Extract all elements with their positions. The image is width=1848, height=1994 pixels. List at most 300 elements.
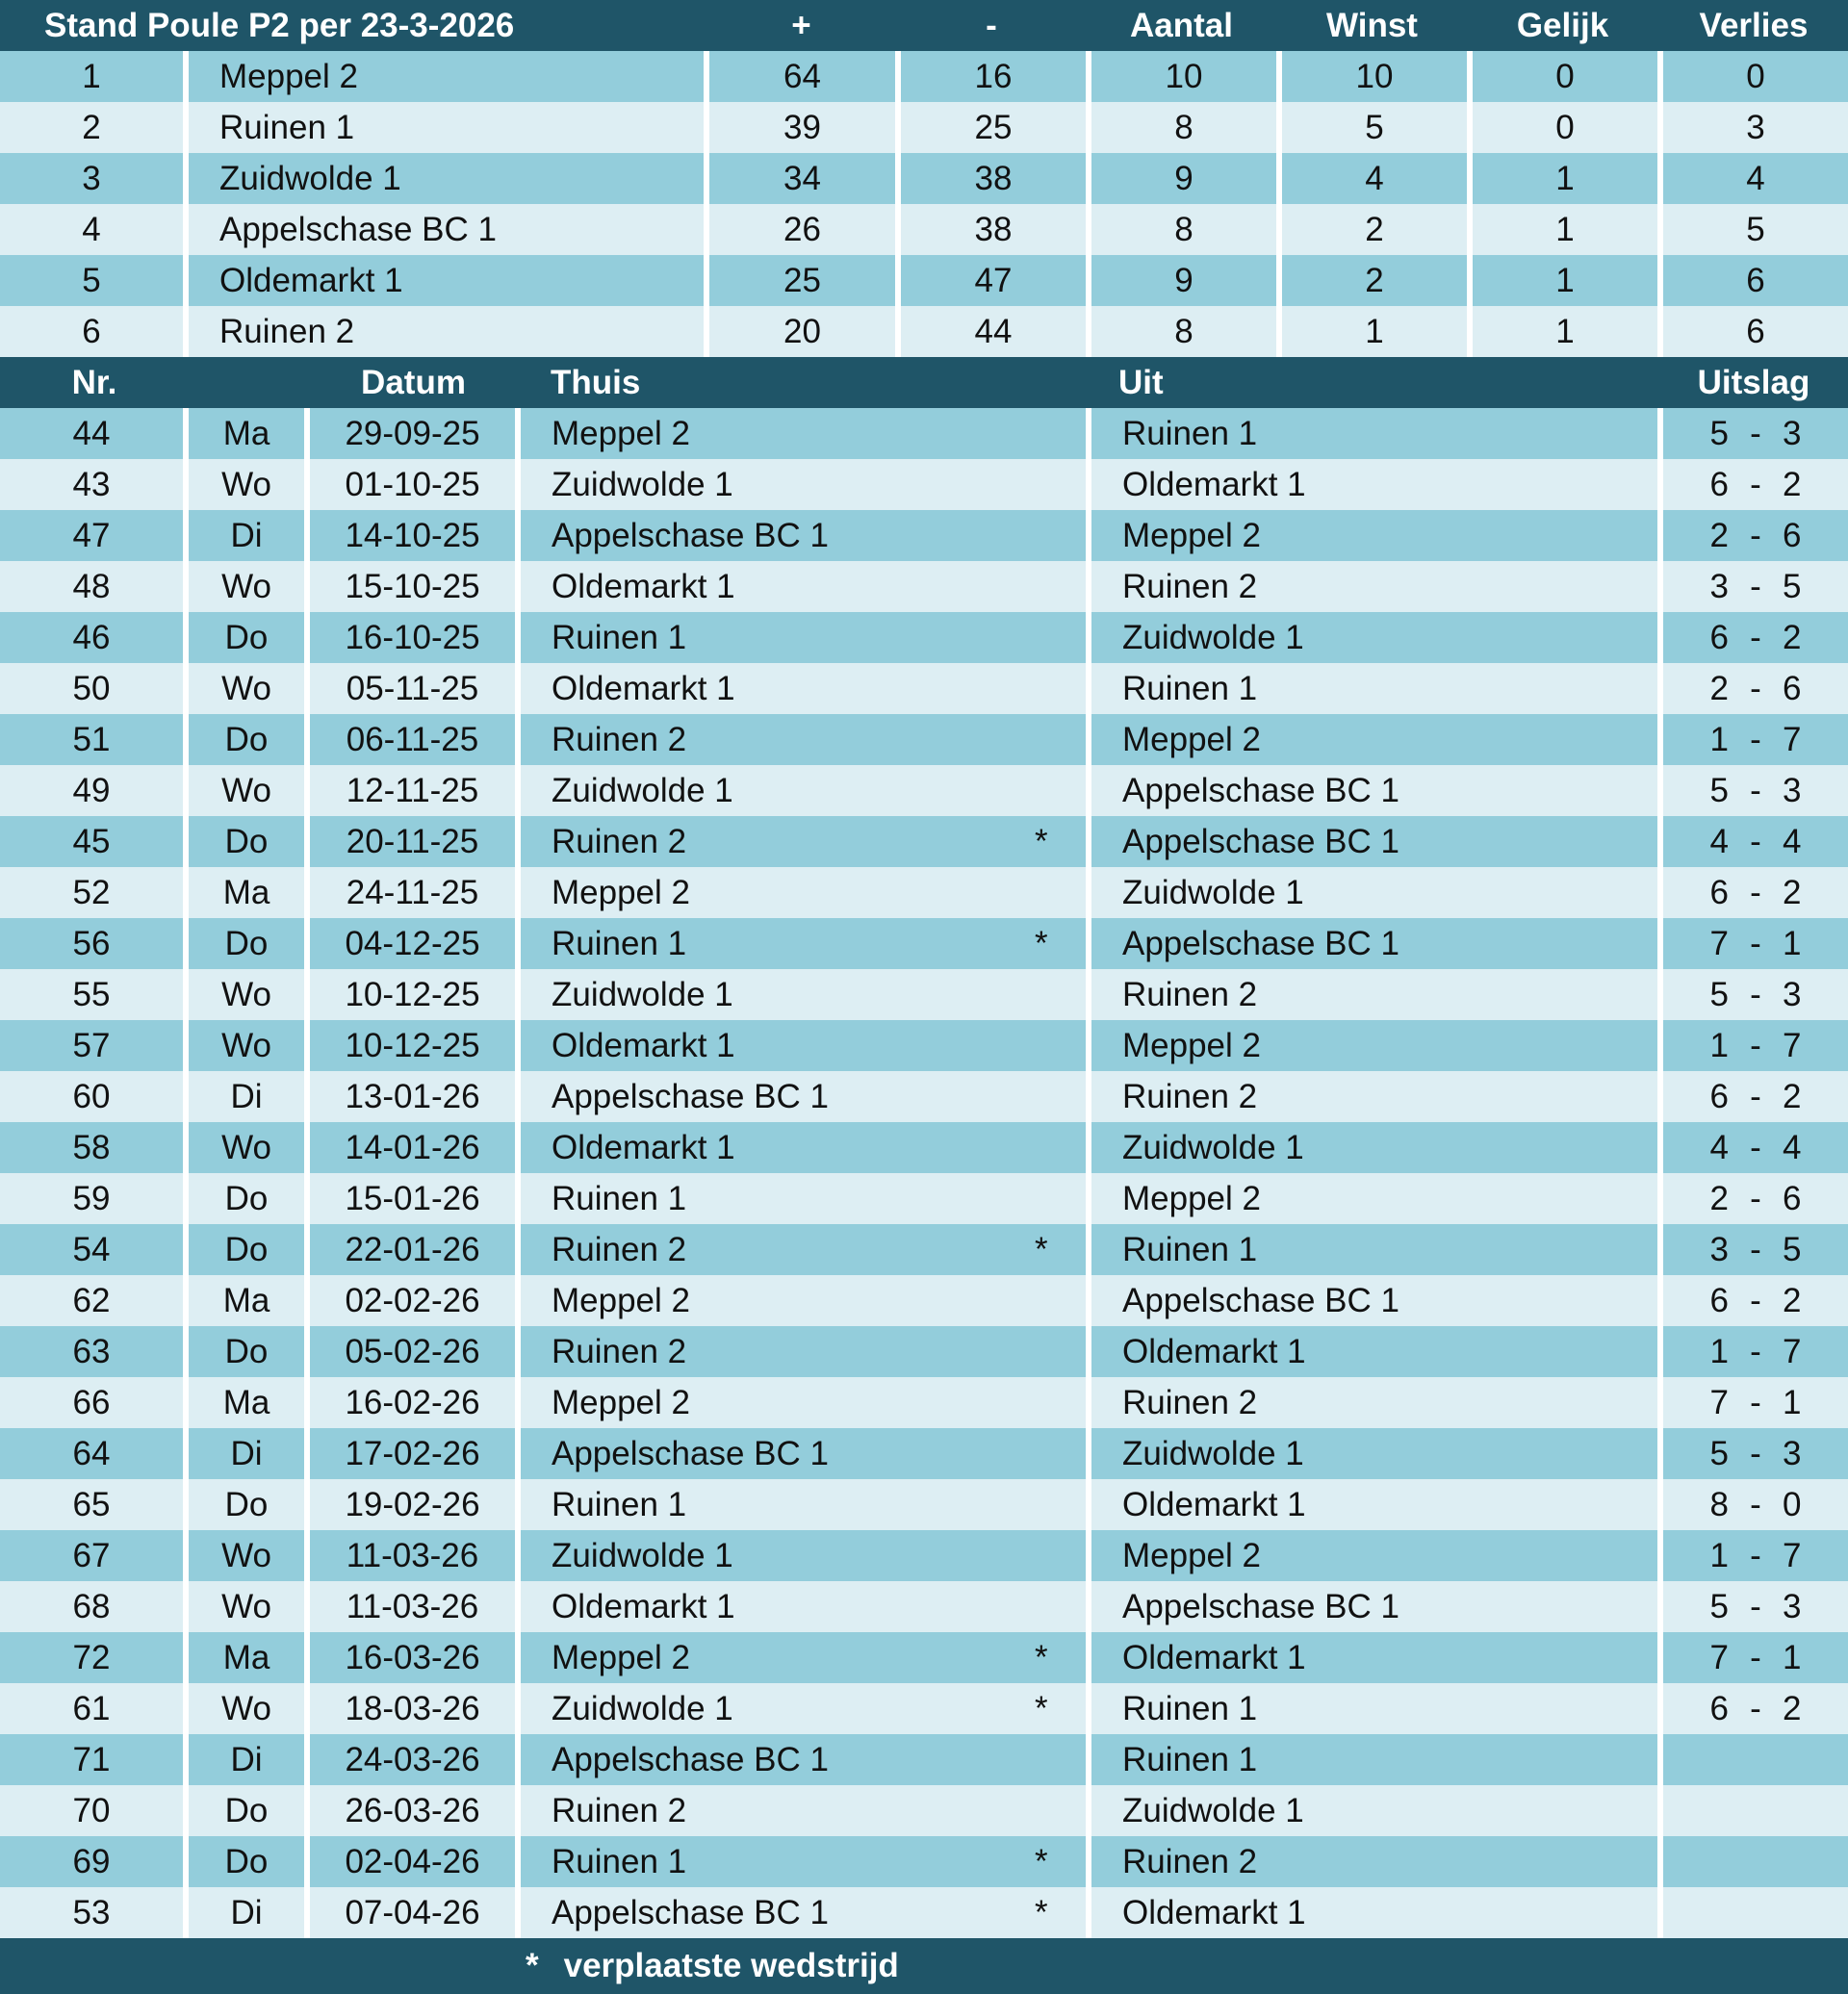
standings-row — [0, 204, 1848, 255]
match-date: 13-01-26 — [345, 1077, 480, 1115]
match-number: 45 — [72, 822, 111, 860]
team-name: Ruinen 2 — [219, 312, 355, 350]
match-result — [1663, 1836, 1848, 1887]
column-divider — [704, 102, 709, 153]
match-row — [0, 1530, 1848, 1581]
column-divider — [704, 255, 709, 306]
column-divider — [183, 204, 189, 255]
match-number: 64 — [72, 1434, 111, 1472]
column-divider — [183, 102, 189, 153]
match-row — [0, 918, 1848, 969]
standings-row — [0, 255, 1848, 306]
score-home: 5 — [1709, 771, 1729, 809]
match-result — [1663, 1581, 1848, 1632]
away-team: Ruinen 1 — [1122, 1230, 1258, 1268]
column-divider — [515, 969, 521, 1020]
match-row — [0, 1581, 1848, 1632]
score-separator: - — [1750, 1179, 1761, 1217]
score-separator: - — [1750, 720, 1761, 758]
match-date: 29-09-25 — [345, 414, 480, 452]
column-divider — [515, 1683, 521, 1734]
match-day: Ma — [222, 414, 270, 452]
column-divider — [304, 765, 310, 816]
match-result — [1663, 1887, 1848, 1938]
column-divider — [183, 306, 189, 357]
score-separator: - — [1750, 1128, 1761, 1166]
match-number: 52 — [72, 873, 111, 911]
column-divider — [1086, 51, 1091, 102]
away-team: Meppel 2 — [1122, 1536, 1261, 1574]
column-divider — [1086, 1326, 1091, 1377]
score-home: 1 — [1709, 1026, 1729, 1064]
away-team: Oldemarkt 1 — [1122, 1485, 1306, 1523]
column-divider — [1657, 1734, 1663, 1785]
column-divider — [183, 1785, 189, 1836]
column-divider — [704, 204, 709, 255]
column-divider — [183, 1173, 189, 1224]
score-away: 2 — [1783, 465, 1802, 503]
column-divider — [1086, 306, 1091, 357]
column-divider — [704, 306, 709, 357]
match-day: Wo — [221, 669, 271, 707]
match-result — [1663, 1683, 1848, 1734]
column-divider — [304, 1173, 310, 1224]
match-row — [0, 408, 1848, 459]
team-name: Meppel 2 — [219, 57, 358, 95]
match-result — [1663, 459, 1848, 510]
column-divider — [1657, 1326, 1663, 1377]
column-divider — [183, 1530, 189, 1581]
home-team: Zuidwolde 1 — [552, 771, 733, 809]
match-result — [1663, 918, 1848, 969]
match-row — [0, 561, 1848, 612]
column-divider — [515, 918, 521, 969]
column-divider — [183, 51, 189, 102]
column-divider — [304, 1632, 310, 1683]
column-divider — [515, 1734, 521, 1785]
match-day: Do — [224, 1230, 269, 1268]
match-number: 71 — [72, 1740, 111, 1778]
column-divider — [1657, 1224, 1663, 1275]
match-row — [0, 1326, 1848, 1377]
column-divider — [515, 1428, 521, 1479]
standings-title: Stand Poule P2 per 23-3-2026 — [44, 6, 515, 44]
column-divider — [183, 1428, 189, 1479]
home-team: Oldemarkt 1 — [552, 1587, 735, 1625]
match-number: 46 — [72, 618, 111, 656]
away-team: Meppel 2 — [1122, 1026, 1261, 1064]
score-away: 3 — [1783, 1434, 1802, 1472]
score-separator: - — [1750, 822, 1761, 860]
score-away: 5 — [1783, 567, 1802, 605]
column-divider — [515, 1071, 521, 1122]
score-away: 2 — [1783, 1689, 1802, 1727]
column-divider — [304, 612, 310, 663]
match-number: 54 — [72, 1230, 111, 1268]
losses: 6 — [1746, 261, 1765, 299]
match-row — [0, 1377, 1848, 1428]
footnote-star: * — [526, 1947, 539, 1984]
score-home: 6 — [1709, 1281, 1729, 1319]
column-divider — [515, 1530, 521, 1581]
score-away: 4 — [1783, 1128, 1802, 1166]
score-away: 6 — [1783, 516, 1802, 554]
match-day: Do — [224, 1332, 269, 1370]
team-name: Appelschase BC 1 — [219, 210, 497, 248]
column-divider — [183, 1734, 189, 1785]
points-for: 34 — [783, 159, 821, 197]
column-divider — [1657, 255, 1663, 306]
match-result — [1663, 1173, 1848, 1224]
column-divider — [1657, 816, 1663, 867]
column-divider — [1657, 1377, 1663, 1428]
match-date: 16-10-25 — [345, 618, 480, 656]
score-home: 2 — [1709, 516, 1729, 554]
match-result — [1663, 1122, 1848, 1173]
match-date: 10-12-25 — [345, 1026, 480, 1064]
score-home: 6 — [1709, 1077, 1729, 1115]
match-date: 20-11-25 — [346, 822, 479, 860]
column-divider — [1086, 918, 1091, 969]
column-divider — [1276, 51, 1282, 102]
column-divider — [515, 1836, 521, 1887]
score-home: 6 — [1709, 465, 1729, 503]
column-divider — [1086, 1836, 1091, 1887]
column-divider — [183, 408, 189, 459]
column-divider — [1657, 1071, 1663, 1122]
position: 6 — [82, 312, 101, 350]
column-divider — [304, 918, 310, 969]
match-number: 72 — [72, 1638, 111, 1676]
column-divider — [1657, 510, 1663, 561]
standings-header-row — [0, 0, 1848, 51]
played: 9 — [1174, 159, 1194, 197]
match-date: 16-03-26 — [345, 1638, 480, 1676]
match-date: 15-01-26 — [345, 1179, 480, 1217]
column-divider — [1657, 1275, 1663, 1326]
position: 4 — [82, 210, 101, 248]
match-date: 14-01-26 — [345, 1128, 480, 1166]
match-number: 48 — [72, 567, 111, 605]
column-divider — [1657, 1020, 1663, 1071]
match-number: 57 — [72, 1026, 111, 1064]
column-divider — [1086, 867, 1091, 918]
score-away: 3 — [1783, 1587, 1802, 1625]
column-divider — [1657, 459, 1663, 510]
column-divider — [704, 51, 709, 102]
column-divider — [1086, 510, 1091, 561]
match-day: Do — [224, 720, 269, 758]
column-divider — [304, 1020, 310, 1071]
score-separator: - — [1750, 1230, 1761, 1268]
home-team: Appelschase BC 1 — [552, 516, 829, 554]
match-number: 44 — [72, 414, 111, 452]
match-row — [0, 816, 1848, 867]
home-team: Zuidwolde 1 — [552, 1689, 733, 1727]
column-divider — [183, 1326, 189, 1377]
away-team: Oldemarkt 1 — [1122, 1332, 1306, 1370]
match-number: 65 — [72, 1485, 111, 1523]
score-separator: - — [1750, 414, 1761, 452]
rescheduled-marker: * — [1035, 822, 1048, 860]
column-divider — [1657, 612, 1663, 663]
column-divider — [183, 663, 189, 714]
column-divider — [304, 1836, 310, 1887]
match-date: 11-03-26 — [346, 1536, 479, 1574]
match-date: 05-02-26 — [345, 1332, 480, 1370]
home-team: Appelschase BC 1 — [552, 1893, 829, 1931]
away-team: Oldemarkt 1 — [1122, 1638, 1306, 1676]
match-day: Do — [224, 1842, 269, 1880]
column-divider — [515, 1581, 521, 1632]
column-divider — [304, 510, 310, 561]
match-date: 18-03-26 — [345, 1689, 480, 1727]
score-home: 5 — [1709, 414, 1729, 452]
match-number: 67 — [72, 1536, 111, 1574]
score-away: 7 — [1783, 1026, 1802, 1064]
column-divider — [304, 1734, 310, 1785]
column-divider — [1657, 306, 1663, 357]
score-separator: - — [1750, 1638, 1761, 1676]
score-separator: - — [1750, 924, 1761, 962]
score-home: 6 — [1709, 618, 1729, 656]
column-divider — [515, 510, 521, 561]
home-team: Ruinen 2 — [552, 1332, 687, 1370]
match-result — [1663, 1632, 1848, 1683]
losses: 5 — [1746, 210, 1765, 248]
match-result — [1663, 969, 1848, 1020]
score-away: 1 — [1783, 1638, 1802, 1676]
column-divider — [515, 1275, 521, 1326]
column-divider — [304, 1785, 310, 1836]
match-date: 10-12-25 — [345, 975, 480, 1013]
column-divider — [304, 1122, 310, 1173]
team-name: Zuidwolde 1 — [219, 159, 401, 197]
match-row — [0, 1479, 1848, 1530]
match-row — [0, 510, 1848, 561]
column-divider — [183, 816, 189, 867]
wins: 2 — [1365, 261, 1384, 299]
home-team: Oldemarkt 1 — [552, 669, 735, 707]
column-divider — [895, 306, 901, 357]
rescheduled-marker: * — [1035, 1893, 1048, 1931]
match-day: Wo — [221, 1689, 271, 1727]
column-divider — [183, 1683, 189, 1734]
column-divider — [1657, 969, 1663, 1020]
column-divider — [183, 969, 189, 1020]
column-divider — [1086, 765, 1091, 816]
rescheduled-marker: * — [1035, 1842, 1048, 1880]
match-date: 26-03-26 — [345, 1791, 480, 1829]
score-away: 3 — [1783, 771, 1802, 809]
match-row — [0, 969, 1848, 1020]
score-home: 7 — [1709, 924, 1729, 962]
column-divider — [1657, 1428, 1663, 1479]
points-against: 25 — [974, 108, 1013, 146]
column-divider — [1657, 1479, 1663, 1530]
score-home: 6 — [1709, 1689, 1729, 1727]
column-divider — [304, 1275, 310, 1326]
standings-row — [0, 102, 1848, 153]
played: 8 — [1174, 210, 1194, 248]
match-result — [1663, 714, 1848, 765]
position: 5 — [82, 261, 101, 299]
column-divider — [1657, 102, 1663, 153]
column-divider — [183, 1275, 189, 1326]
match-row — [0, 459, 1848, 510]
home-team: Ruinen 2 — [552, 1230, 687, 1268]
column-divider — [1657, 714, 1663, 765]
score-separator: - — [1750, 1077, 1761, 1115]
column-divider — [1657, 1173, 1663, 1224]
rescheduled-marker: * — [1035, 924, 1048, 962]
column-divider — [1467, 306, 1473, 357]
column-divider — [1086, 816, 1091, 867]
column-divider — [304, 1683, 310, 1734]
column-divider — [304, 1224, 310, 1275]
match-result — [1663, 765, 1848, 816]
column-divider — [1086, 1122, 1091, 1173]
match-result — [1663, 612, 1848, 663]
score-away: 0 — [1783, 1485, 1802, 1523]
draws: 0 — [1555, 108, 1575, 146]
column-divider — [515, 1785, 521, 1836]
match-date: 12-11-25 — [346, 771, 479, 809]
score-away: 2 — [1783, 1281, 1802, 1319]
away-team: Ruinen 1 — [1122, 1740, 1258, 1778]
score-separator: - — [1750, 771, 1761, 809]
column-divider — [304, 867, 310, 918]
column-divider — [183, 1377, 189, 1428]
match-day: Wo — [221, 1026, 271, 1064]
away-team: Appelschase BC 1 — [1122, 1587, 1399, 1625]
match-result — [1663, 561, 1848, 612]
score-separator: - — [1750, 975, 1761, 1013]
score-away: 5 — [1783, 1230, 1802, 1268]
match-row — [0, 1683, 1848, 1734]
column-divider — [1086, 1428, 1091, 1479]
match-result — [1663, 1479, 1848, 1530]
column-divider — [183, 1836, 189, 1887]
score-away: 6 — [1783, 1179, 1802, 1217]
match-result — [1663, 408, 1848, 459]
away-team: Ruinen 2 — [1122, 1842, 1258, 1880]
match-number: 70 — [72, 1791, 111, 1829]
standings-row — [0, 153, 1848, 204]
column-divider — [1086, 153, 1091, 204]
column-divider — [1086, 1734, 1091, 1785]
column-divider — [1467, 204, 1473, 255]
column-divider — [183, 867, 189, 918]
column-divider — [515, 663, 521, 714]
away-team: Meppel 2 — [1122, 1179, 1261, 1217]
column-divider — [304, 663, 310, 714]
match-row — [0, 1428, 1848, 1479]
column-divider — [183, 561, 189, 612]
column-divider — [1086, 612, 1091, 663]
footnote-text: verplaatste wedstrijd — [563, 1947, 899, 1984]
wins: 4 — [1365, 159, 1384, 197]
match-day: Di — [230, 1893, 263, 1931]
home-team: Meppel 2 — [552, 1281, 690, 1319]
team-name: Ruinen 1 — [219, 108, 355, 146]
match-day: Ma — [222, 1638, 270, 1676]
score-separator: - — [1750, 1689, 1761, 1727]
column-divider — [1657, 51, 1663, 102]
column-divider — [1657, 204, 1663, 255]
match-row — [0, 1275, 1848, 1326]
team-name: Oldemarkt 1 — [219, 261, 403, 299]
column-divider — [515, 1887, 521, 1938]
wins: 2 — [1365, 210, 1384, 248]
match-number: 50 — [72, 669, 111, 707]
column-divider — [183, 612, 189, 663]
away-team: Appelschase BC 1 — [1122, 822, 1399, 860]
score-home: 3 — [1709, 1230, 1729, 1268]
match-row — [0, 867, 1848, 918]
score-separator: - — [1750, 465, 1761, 503]
column-divider — [1657, 1632, 1663, 1683]
match-date: 11-03-26 — [346, 1587, 479, 1625]
header-datum: Datum — [361, 363, 466, 401]
column-divider — [895, 102, 901, 153]
column-divider — [515, 867, 521, 918]
score-separator: - — [1750, 567, 1761, 605]
header-nr: Nr. — [71, 363, 117, 401]
header-minus: - — [986, 6, 997, 44]
match-row — [0, 612, 1848, 663]
away-team: Ruinen 1 — [1122, 669, 1258, 707]
score-away: 2 — [1783, 873, 1802, 911]
match-date: 16-02-26 — [345, 1383, 480, 1421]
home-team: Ruinen 2 — [552, 822, 687, 860]
column-divider — [515, 612, 521, 663]
home-team: Meppel 2 — [552, 1638, 690, 1676]
losses: 4 — [1746, 159, 1765, 197]
column-divider — [1086, 255, 1091, 306]
match-row — [0, 663, 1848, 714]
score-separator: - — [1750, 1383, 1761, 1421]
home-team: Appelschase BC 1 — [552, 1434, 829, 1472]
points-for: 64 — [783, 57, 821, 95]
match-row — [0, 1836, 1848, 1887]
home-team: Oldemarkt 1 — [552, 1128, 735, 1166]
header-verlies: Verlies — [1699, 6, 1809, 44]
home-team: Ruinen 1 — [552, 1485, 687, 1523]
score-separator: - — [1750, 1485, 1761, 1523]
column-divider — [304, 714, 310, 765]
away-team: Meppel 2 — [1122, 720, 1261, 758]
match-day: Do — [224, 1485, 269, 1523]
column-divider — [183, 918, 189, 969]
column-divider — [515, 816, 521, 867]
match-row — [0, 1122, 1848, 1173]
wins: 1 — [1365, 312, 1384, 350]
column-divider — [1086, 1071, 1091, 1122]
column-divider — [304, 1581, 310, 1632]
score-separator: - — [1750, 1587, 1761, 1625]
column-divider — [1657, 1122, 1663, 1173]
home-team: Ruinen 1 — [552, 1842, 687, 1880]
position: 2 — [82, 108, 101, 146]
points-for: 39 — [783, 108, 821, 146]
match-result — [1663, 816, 1848, 867]
column-divider — [304, 459, 310, 510]
match-result — [1663, 1785, 1848, 1836]
away-team: Zuidwolde 1 — [1122, 1791, 1304, 1829]
column-divider — [1657, 867, 1663, 918]
match-day: Do — [224, 1179, 269, 1217]
